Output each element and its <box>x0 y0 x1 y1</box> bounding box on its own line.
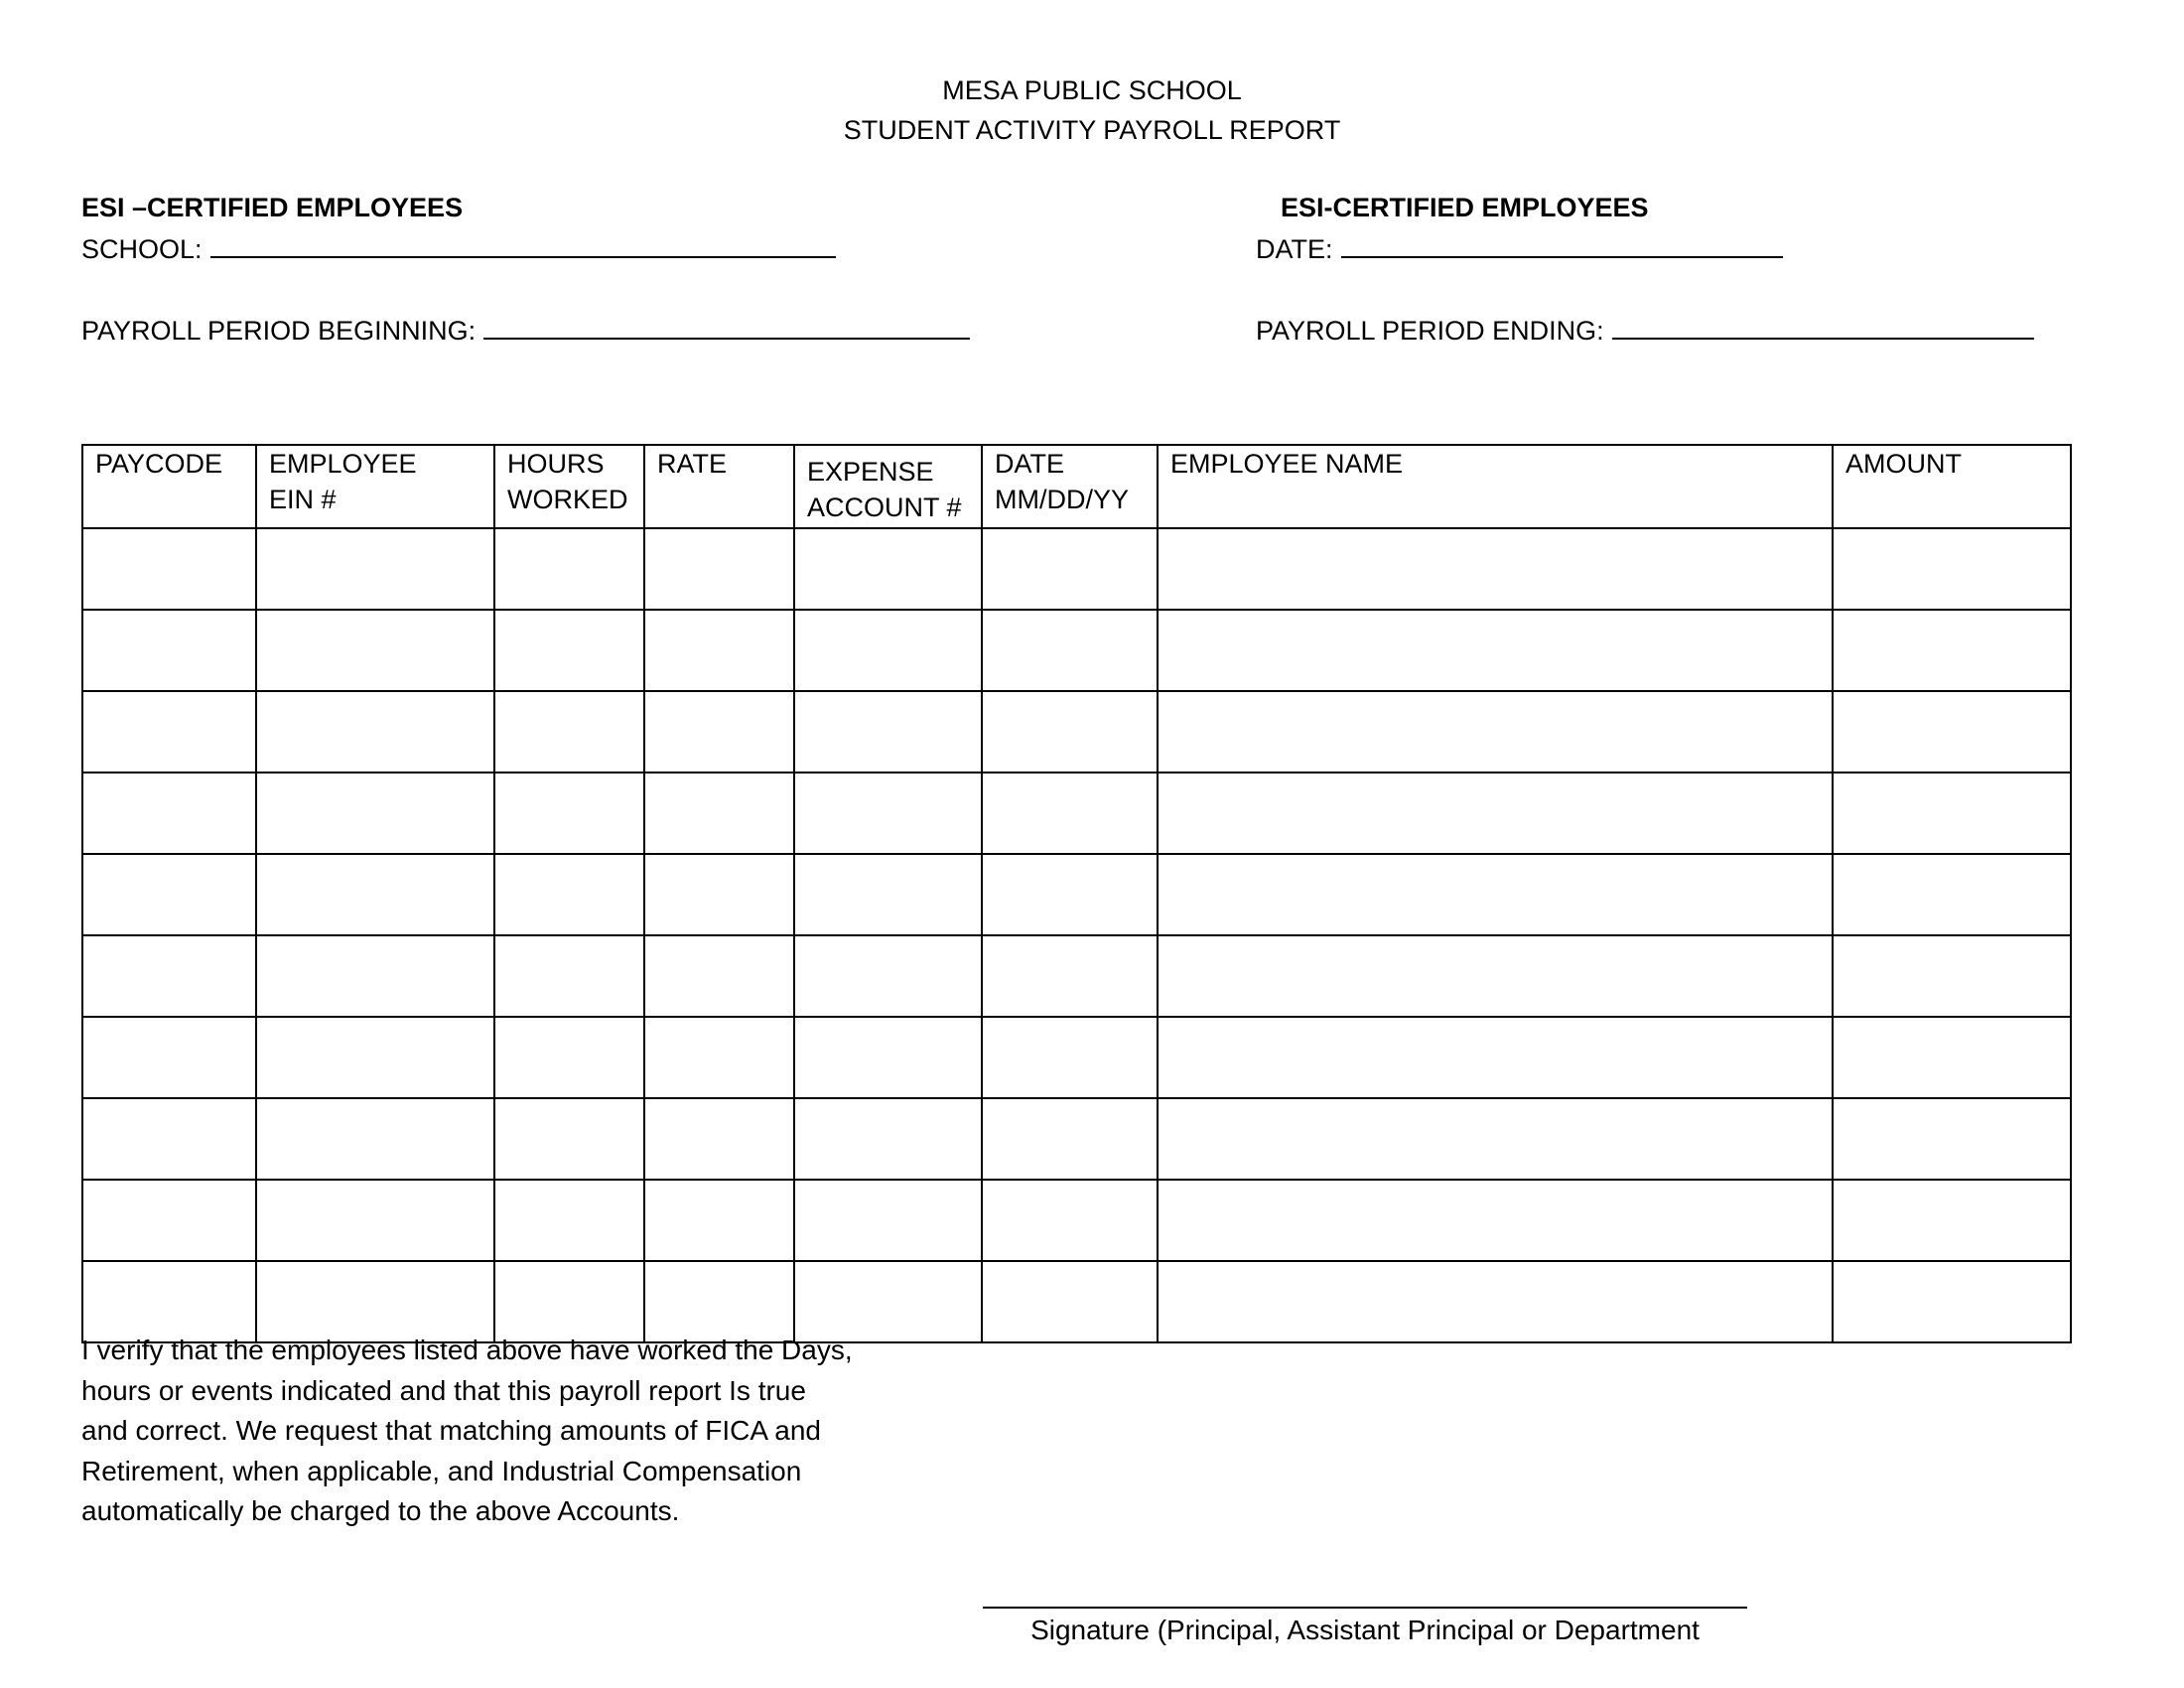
table-row <box>82 854 2071 935</box>
cell-date[interactable] <box>982 691 1158 773</box>
cell-expense-account[interactable] <box>794 935 982 1017</box>
cell-rate[interactable] <box>644 1017 794 1098</box>
cell-paycode[interactable] <box>82 1098 256 1180</box>
col-header-paycode: PAYCODE <box>82 445 256 528</box>
table-row <box>82 773 2071 854</box>
cell-rate[interactable] <box>644 935 794 1017</box>
cell-rate[interactable] <box>644 691 794 773</box>
cell-paycode[interactable] <box>82 935 256 1017</box>
cell-expense-account[interactable] <box>794 854 982 935</box>
cell-rate[interactable] <box>644 610 794 691</box>
cell-employee-ein[interactable] <box>256 773 494 854</box>
cell-employee-name[interactable] <box>1158 1261 1833 1342</box>
cell-amount[interactable] <box>1833 1098 2071 1180</box>
cell-paycode[interactable] <box>82 610 256 691</box>
cell-rate[interactable] <box>644 773 794 854</box>
cell-date[interactable] <box>982 1098 1158 1180</box>
cell-employee-ein[interactable] <box>256 1098 494 1180</box>
cell-amount[interactable] <box>1833 773 2071 854</box>
cell-rate[interactable] <box>644 528 794 610</box>
col-header-expense-account: EXPENSE ACCOUNT # <box>794 445 982 528</box>
cell-hours-worked[interactable] <box>494 610 644 691</box>
cell-employee-name[interactable] <box>1158 1180 1833 1261</box>
cell-paycode[interactable] <box>82 773 256 854</box>
cell-employee-name[interactable] <box>1158 691 1833 773</box>
cell-paycode[interactable] <box>82 528 256 610</box>
cell-expense-account[interactable] <box>794 1180 982 1261</box>
cell-amount[interactable] <box>1833 854 2071 935</box>
table-row <box>82 1017 2071 1098</box>
verification-statement: I verify that the employees listed above have worked the Days, hours or events indicated and that this payroll report Is true and correct. We request that matching amounts of FICA and Retirement, when applicable, and Industrial Compensation automatically be charged to the above Accounts. <box>81 1335 853 1526</box>
cell-employee-name[interactable] <box>1158 610 1833 691</box>
left-heading: ESI –CERTIFIED EMPLOYEES <box>81 193 464 222</box>
school-field <box>81 234 836 265</box>
table-body <box>82 528 2071 1342</box>
signature-label: Signature (Principal, Assistant Principal or Department <box>1030 1615 1700 1645</box>
cell-employee-name[interactable] <box>1158 1017 1833 1098</box>
cell-paycode[interactable] <box>82 1180 256 1261</box>
cell-amount[interactable] <box>1833 1017 2071 1098</box>
cell-amount[interactable] <box>1833 1261 2071 1342</box>
cell-hours-worked[interactable] <box>494 1098 644 1180</box>
cell-expense-account[interactable] <box>794 1098 982 1180</box>
cell-hours-worked[interactable] <box>494 854 644 935</box>
cell-rate[interactable] <box>644 1098 794 1180</box>
school-label: SCHOOL: <box>81 234 203 264</box>
col-header-hours-worked: HOURS WORKED <box>494 445 644 528</box>
cell-expense-account[interactable] <box>794 610 982 691</box>
cell-employee-ein[interactable] <box>256 1017 494 1098</box>
cell-expense-account[interactable] <box>794 773 982 854</box>
cell-rate[interactable] <box>644 1180 794 1261</box>
cell-date[interactable] <box>982 773 1158 854</box>
signature-line[interactable] <box>983 1607 1747 1609</box>
cell-date[interactable] <box>982 1261 1158 1342</box>
date-blank-line[interactable] <box>1341 234 1783 258</box>
document-title: MESA PUBLIC SCHOOL <box>942 75 1242 105</box>
date-label: DATE: <box>1256 234 1333 264</box>
table-row <box>82 935 2071 1017</box>
table-row <box>82 528 2071 610</box>
table-row <box>82 610 2071 691</box>
period-end-blank-line[interactable] <box>1612 316 2034 340</box>
cell-paycode[interactable] <box>82 854 256 935</box>
cell-hours-worked[interactable] <box>494 528 644 610</box>
col-header-employee-ein: EMPLOYEE EIN # <box>256 445 494 528</box>
document-subtitle: STUDENT ACTIVITY PAYROLL REPORT <box>843 115 1341 145</box>
col-header-employee-name: EMPLOYEE NAME <box>1158 445 1833 528</box>
period-end-field <box>1256 316 2034 347</box>
cell-employee-ein[interactable] <box>256 528 494 610</box>
cell-employee-name[interactable] <box>1158 528 1833 610</box>
cell-amount[interactable] <box>1833 528 2071 610</box>
cell-employee-ein[interactable] <box>256 691 494 773</box>
period-begin-field <box>81 316 970 347</box>
cell-paycode[interactable] <box>82 691 256 773</box>
col-header-date: DATE MM/DD/YY <box>982 445 1158 528</box>
cell-expense-account[interactable] <box>794 1017 982 1098</box>
cell-amount[interactable] <box>1833 691 2071 773</box>
cell-employee-ein[interactable] <box>256 1180 494 1261</box>
cell-rate[interactable] <box>644 854 794 935</box>
cell-expense-account[interactable] <box>794 528 982 610</box>
period-begin-label: PAYROLL PERIOD BEGINNING: <box>81 316 477 346</box>
cell-hours-worked[interactable] <box>494 773 644 854</box>
table-row <box>82 1098 2071 1180</box>
payroll-table <box>81 444 2072 1343</box>
cell-employee-name[interactable] <box>1158 1098 1833 1180</box>
cell-date[interactable] <box>982 935 1158 1017</box>
right-heading: ESI-CERTIFIED EMPLOYEES <box>1281 193 1649 222</box>
table-row <box>82 691 2071 773</box>
cell-amount[interactable] <box>1833 935 2071 1017</box>
col-header-rate: RATE <box>644 445 794 528</box>
cell-date[interactable] <box>982 1180 1158 1261</box>
table-header-row <box>82 445 2071 528</box>
cell-hours-worked[interactable] <box>494 1180 644 1261</box>
school-blank-line[interactable] <box>210 234 836 258</box>
cell-employee-ein[interactable] <box>256 610 494 691</box>
period-end-label: PAYROLL PERIOD ENDING: <box>1256 316 1604 346</box>
date-field <box>1256 234 1783 265</box>
cell-employee-ein[interactable] <box>256 935 494 1017</box>
cell-employee-name[interactable] <box>1158 773 1833 854</box>
cell-date[interactable] <box>982 1017 1158 1098</box>
cell-paycode[interactable] <box>82 1017 256 1098</box>
cell-expense-account[interactable] <box>794 691 982 773</box>
cell-date[interactable] <box>982 528 1158 610</box>
cell-date[interactable] <box>982 610 1158 691</box>
cell-employee-name[interactable] <box>1158 935 1833 1017</box>
cell-hours-worked[interactable] <box>494 691 644 773</box>
col-header-amount: AMOUNT <box>1833 445 2071 528</box>
cell-date[interactable] <box>982 854 1158 935</box>
cell-employee-ein[interactable] <box>256 854 494 935</box>
cell-amount[interactable] <box>1833 1180 2071 1261</box>
cell-employee-name[interactable] <box>1158 854 1833 935</box>
cell-amount[interactable] <box>1833 610 2071 691</box>
period-begin-blank-line[interactable] <box>483 316 970 340</box>
table-row <box>82 1180 2071 1261</box>
cell-hours-worked[interactable] <box>494 1017 644 1098</box>
cell-hours-worked[interactable] <box>494 935 644 1017</box>
